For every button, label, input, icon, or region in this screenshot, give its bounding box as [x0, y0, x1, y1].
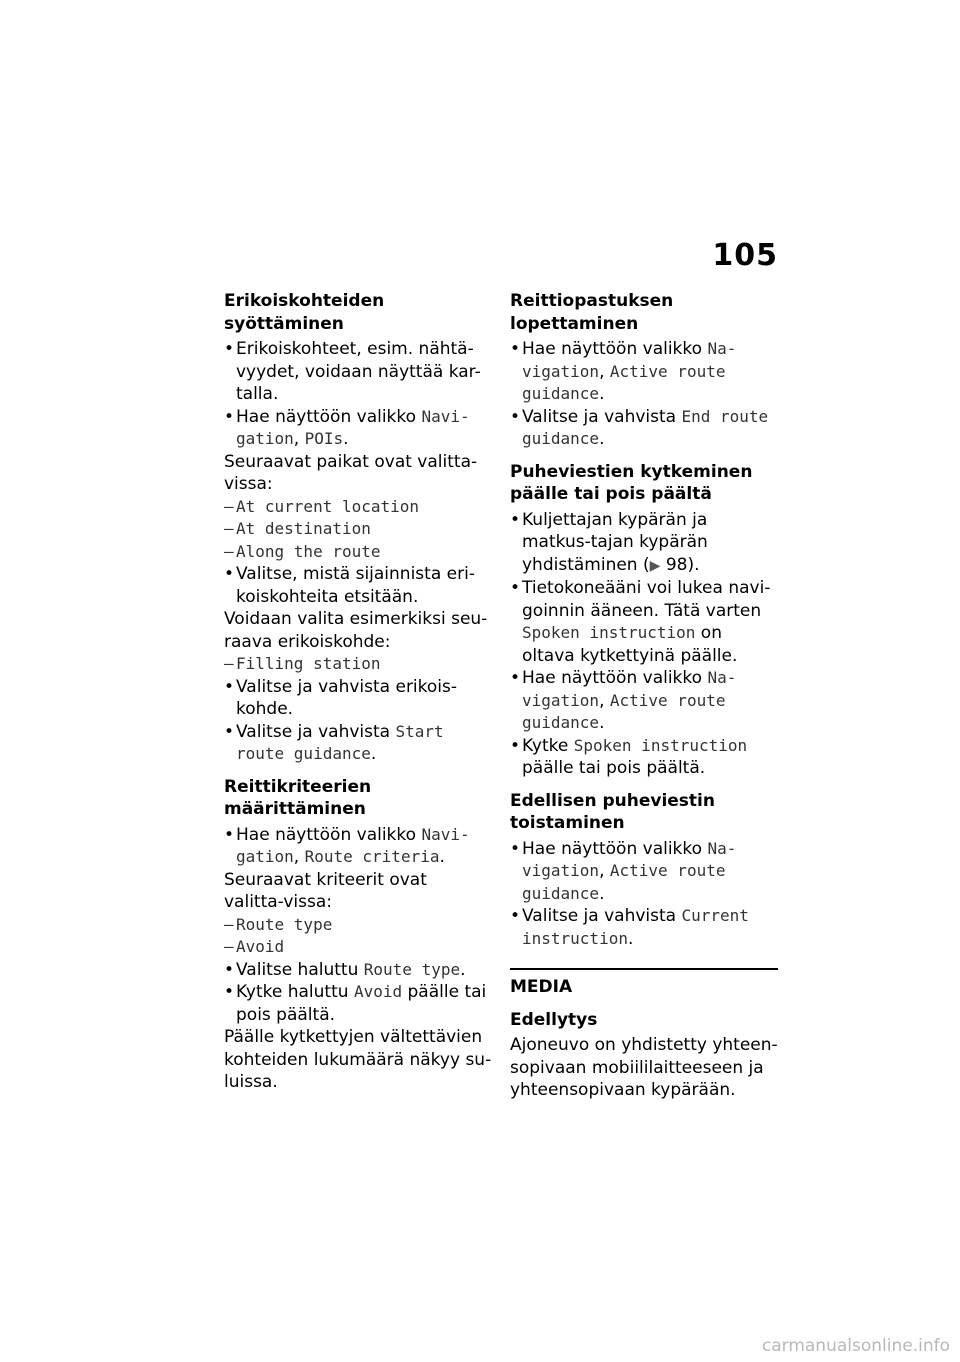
separator: , [599, 361, 610, 382]
section-heading-route-criteria: Reittikriteerien määrittäminen [224, 776, 372, 819]
menu-name: Route criteria [304, 847, 440, 866]
section-heading-stop-guidance: Reittiopastuksen lopettaminen [510, 291, 674, 334]
bullet-list [510, 509, 778, 780]
paragraph: Voidaan valita esimerkiksi seu-raava erikoiskohde: [224, 609, 488, 652]
list-item [224, 721, 492, 766]
punctuation: . [599, 429, 605, 449]
paragraph: Ajoneuvo on yhdistetty yhteen-sopivaan mobiililaitteeseen ja yhteensopivaan kypärään. [510, 1035, 778, 1100]
dash-list [224, 496, 492, 564]
punctuation: . [599, 384, 605, 404]
list-item [510, 838, 778, 906]
page-reference-arrow-icon: ▶ [649, 557, 661, 574]
menu-name: POIs [304, 429, 344, 448]
list-item [510, 905, 778, 950]
bullet-list [510, 338, 778, 451]
list-item-text: Valitse ja vahvista [522, 406, 682, 427]
punctuation: . [460, 959, 466, 980]
punctuation: ). [687, 554, 700, 575]
punctuation: . [439, 847, 445, 867]
bullet-list [224, 676, 492, 766]
punctuation: . [370, 744, 377, 764]
option-item: – At destination [224, 518, 492, 541]
section-heading-voice-messages: Puheviestien kytkeminen päälle tai pois päältä [510, 461, 753, 504]
option-item: – Route type [224, 914, 492, 937]
list-item-text: Hae näyttöön valikko [522, 339, 708, 359]
menu-name: Navi-gation [236, 406, 470, 448]
list-item [224, 981, 492, 1026]
menu-name: Na-vigation [522, 339, 737, 381]
list-item [510, 735, 778, 780]
menu-name: Active route guidance [522, 690, 726, 732]
menu-name: Active route guidance [522, 861, 726, 903]
list-item-text: Hae näyttöön valikko [522, 838, 708, 859]
list-item-text: Valitse haluttu [236, 959, 364, 980]
punctuation: . [343, 429, 349, 449]
list-item [510, 667, 778, 735]
list-item: • Valitse, mistä sijainnista eri-koiskohteita etsitään. [224, 563, 492, 608]
list-item [510, 509, 778, 578]
menu-name: Avoid [353, 982, 403, 1001]
option-item: – Avoid [224, 936, 492, 959]
menu-name: End route guidance [522, 406, 769, 448]
list-item-text: Valitse ja vahvista [522, 906, 682, 926]
right-column [510, 290, 778, 1102]
dash-list [224, 653, 492, 676]
menu-name: Na-vigation [522, 838, 737, 880]
list-item [510, 577, 778, 667]
chapter-heading-media: MEDIA [510, 977, 573, 997]
paragraph: Päälle kytkettyjen vältettävien kohteiden lukumäärä näkyy su-luissa. [224, 1027, 492, 1092]
menu-name: Start route guidance [236, 721, 444, 763]
separator: , [599, 861, 610, 881]
menu-name: Navi-gation [236, 824, 470, 866]
list-item [224, 338, 492, 406]
paragraph: Seuraavat paikat ovat valitta-vissa: [224, 451, 478, 494]
list-item-text: päälle tai pois päältä. [522, 758, 706, 778]
bullet-list [510, 838, 778, 951]
bullet-list [224, 563, 492, 608]
list-item-text: Kytke [522, 735, 574, 756]
bullet-list [224, 338, 492, 451]
menu-name: Spoken instruction [522, 623, 696, 642]
page-number: 105 [712, 238, 778, 273]
menu-name: Route type [363, 959, 461, 979]
menu-name: Na-vigation [522, 668, 737, 710]
bullet-list [224, 959, 492, 1027]
list-item-text: Hae näyttöön valikko [236, 824, 422, 845]
section-heading-poi-entry: Erikoiskohteiden syöttäminen [224, 291, 385, 334]
paragraph: Seuraavat kriteerit ovat valitta-vissa: [224, 869, 427, 912]
watermark-text: carmanualsonline.info [761, 1336, 950, 1356]
option-item: – Filling station [224, 653, 492, 676]
option-item: – At current location [224, 496, 492, 519]
list-item-text: Tietokoneääni voi lukea navi-goinnin ääneen. Tätä varten [522, 578, 771, 621]
dash-list [224, 914, 492, 959]
bullet-list [224, 824, 492, 869]
separator: , [599, 690, 610, 711]
punctuation: . [599, 883, 605, 904]
subheading-prerequisite: Edellytys [510, 1009, 598, 1030]
list-item [510, 406, 778, 451]
section-divider [510, 968, 778, 970]
menu-name: Active route guidance [522, 361, 726, 403]
separator: , [293, 429, 305, 449]
list-item-text: päälle tai pois päältä. [236, 982, 487, 1025]
left-column [224, 290, 492, 1094]
list-item [510, 338, 778, 406]
punctuation: . [599, 713, 605, 733]
list-item-text: Valitse ja vahvista [236, 721, 396, 742]
list-item [224, 824, 492, 869]
page-reference[interactable]: 98 [665, 554, 688, 575]
list-item-text: Hae näyttöön valikko [236, 406, 422, 427]
menu-name: Spoken instruction [573, 735, 748, 755]
menu-name: Current instruction [522, 906, 749, 948]
separator: , [293, 847, 305, 867]
list-item-text: Kytke haluttu [236, 982, 354, 1002]
list-item-text: Erikoiskohteet, esim. nähtä-vyydet, voidaan näyttää kar-talla. [236, 339, 481, 404]
list-item [224, 406, 492, 451]
list-item-text: Hae näyttöön valikko [522, 668, 708, 688]
list-item-text: Kuljettajan kypärän ja matkus-tajan kypärän yhdistäminen ( [522, 509, 708, 575]
section-heading-repeat-message: Edellisen puheviestin toistaminen [510, 790, 715, 833]
punctuation: . [627, 928, 634, 949]
option-item: – Along the route [224, 541, 492, 564]
list-item [224, 959, 492, 982]
list-item: • Valitse ja vahvista erikois-kohde. [224, 676, 492, 721]
list-item-text: on oltava kytkettyinä päälle. [522, 623, 738, 666]
